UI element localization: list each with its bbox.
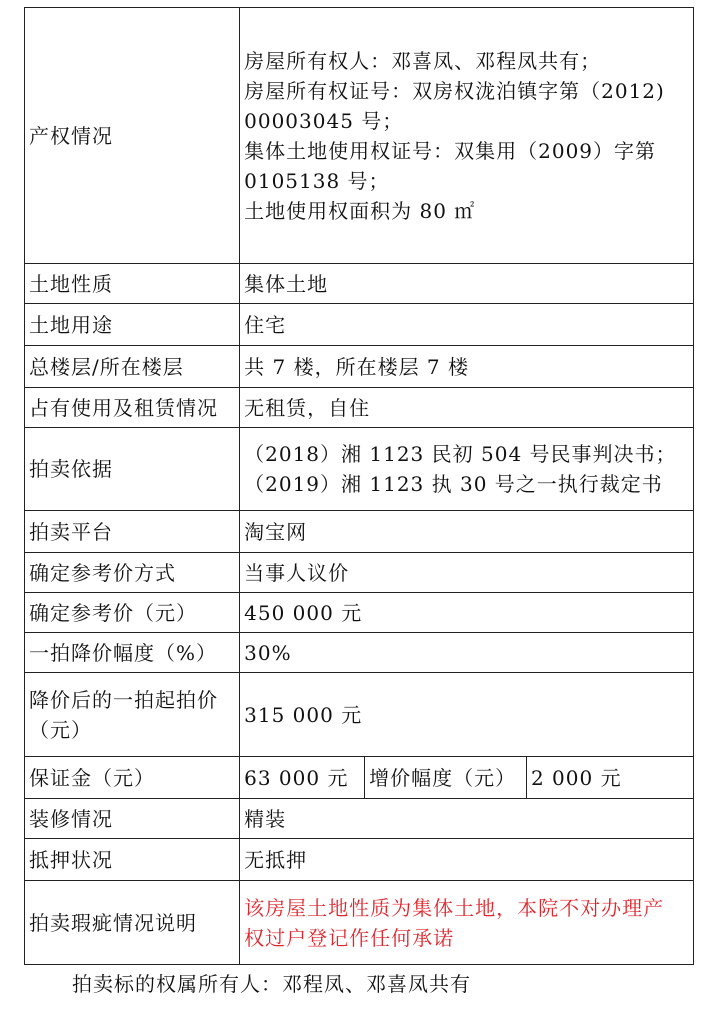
value-line: 该房屋土地性质为集体土地，本院不对办理产 <box>244 895 665 920</box>
table-row <box>25 673 694 757</box>
value-line: 集体土地使用权证号：双集用（2009）字第 <box>244 138 657 163</box>
row-label-auction-basis: 拍卖依据 <box>25 428 240 511</box>
table-row <box>25 428 694 511</box>
row-value-auction-basis <box>240 428 694 511</box>
row-value-defect-note <box>240 881 694 965</box>
row-value-land-use: 住宅 <box>240 304 694 346</box>
table-row <box>25 304 694 346</box>
value-line: （2019）湘 1123 执 30 号之一执行裁定书 <box>244 472 663 496</box>
label-line: 降价后的一拍起拍价 <box>29 687 218 712</box>
row-value-ref-price-method: 当事人议价 <box>240 553 694 593</box>
row-value-ref-price: 450 000 元 <box>240 593 694 633</box>
row-value-deposit: 63 000 元 <box>240 757 365 799</box>
table-row <box>25 388 694 428</box>
table-row <box>25 264 694 304</box>
row-value-property-rights <box>240 8 694 264</box>
table-row <box>25 839 694 881</box>
row-label-property-rights: 产权情况 <box>25 8 240 264</box>
row-value-floors: 共 7 楼，所在楼层 7 楼 <box>240 346 694 388</box>
row-label-defect-note: 拍卖瑕疵情况说明 <box>25 881 240 965</box>
table-row <box>25 553 694 593</box>
value-line: 权过户登记作任何承诺 <box>244 925 455 950</box>
row-value-increment: 2 000 元 <box>526 757 693 799</box>
row-label-price-reduction: 一拍降价幅度（%） <box>25 633 240 673</box>
row-label-deposit: 保证金（元） <box>25 757 240 799</box>
row-label-ref-price: 确定参考价（元） <box>25 593 240 633</box>
row-label-starting-price <box>25 673 240 757</box>
row-label-mortgage: 抵押状况 <box>25 839 240 881</box>
row-label-increment: 增价幅度（元） <box>365 757 527 799</box>
table-row <box>25 757 694 799</box>
row-label-platform: 拍卖平台 <box>25 511 240 553</box>
table-row <box>25 881 694 965</box>
row-value-price-reduction: 30% <box>240 633 694 673</box>
row-value-platform: 淘宝网 <box>240 511 694 553</box>
row-label-occupancy: 占有使用及租赁情况 <box>25 388 240 428</box>
table-row <box>25 8 694 264</box>
value-line: 0105138 号； <box>244 168 390 193</box>
table-row <box>25 593 694 633</box>
label-line: （元） <box>29 717 92 742</box>
row-value-land-nature: 集体土地 <box>240 264 694 304</box>
owner-note: 拍卖标的权属所有人：邓程凤、邓喜凤共有 <box>72 972 471 996</box>
row-label-land-nature: 土地性质 <box>25 264 240 304</box>
row-label-floors: 总楼层/所在楼层 <box>25 346 240 388</box>
row-value-starting-price: 315 000 元 <box>240 673 694 757</box>
value-line: （2018）湘 1123 民初 504 号民事判决书； <box>244 442 677 466</box>
value-line: 房屋所有权证号：双房权泷泊镇字第（2012) <box>244 78 665 103</box>
row-value-mortgage: 无抵押 <box>240 839 694 881</box>
auction-property-table <box>24 7 694 965</box>
table-row <box>25 346 694 388</box>
table-row <box>25 511 694 553</box>
row-value-occupancy: 无租赁，自住 <box>240 388 694 428</box>
value-line: 土地使用权面积为 80 ㎡ <box>244 198 476 223</box>
row-label-decoration: 装修情况 <box>25 799 240 839</box>
table-row <box>25 799 694 839</box>
row-label-ref-price-method: 确定参考价方式 <box>25 553 240 593</box>
table-row <box>25 633 694 673</box>
row-label-land-use: 土地用途 <box>25 304 240 346</box>
row-value-decoration: 精装 <box>240 799 694 839</box>
value-line: 房屋所有权人：邓喜凤、邓程凤共有； <box>244 48 602 73</box>
value-line: 00003045 号； <box>244 108 404 133</box>
